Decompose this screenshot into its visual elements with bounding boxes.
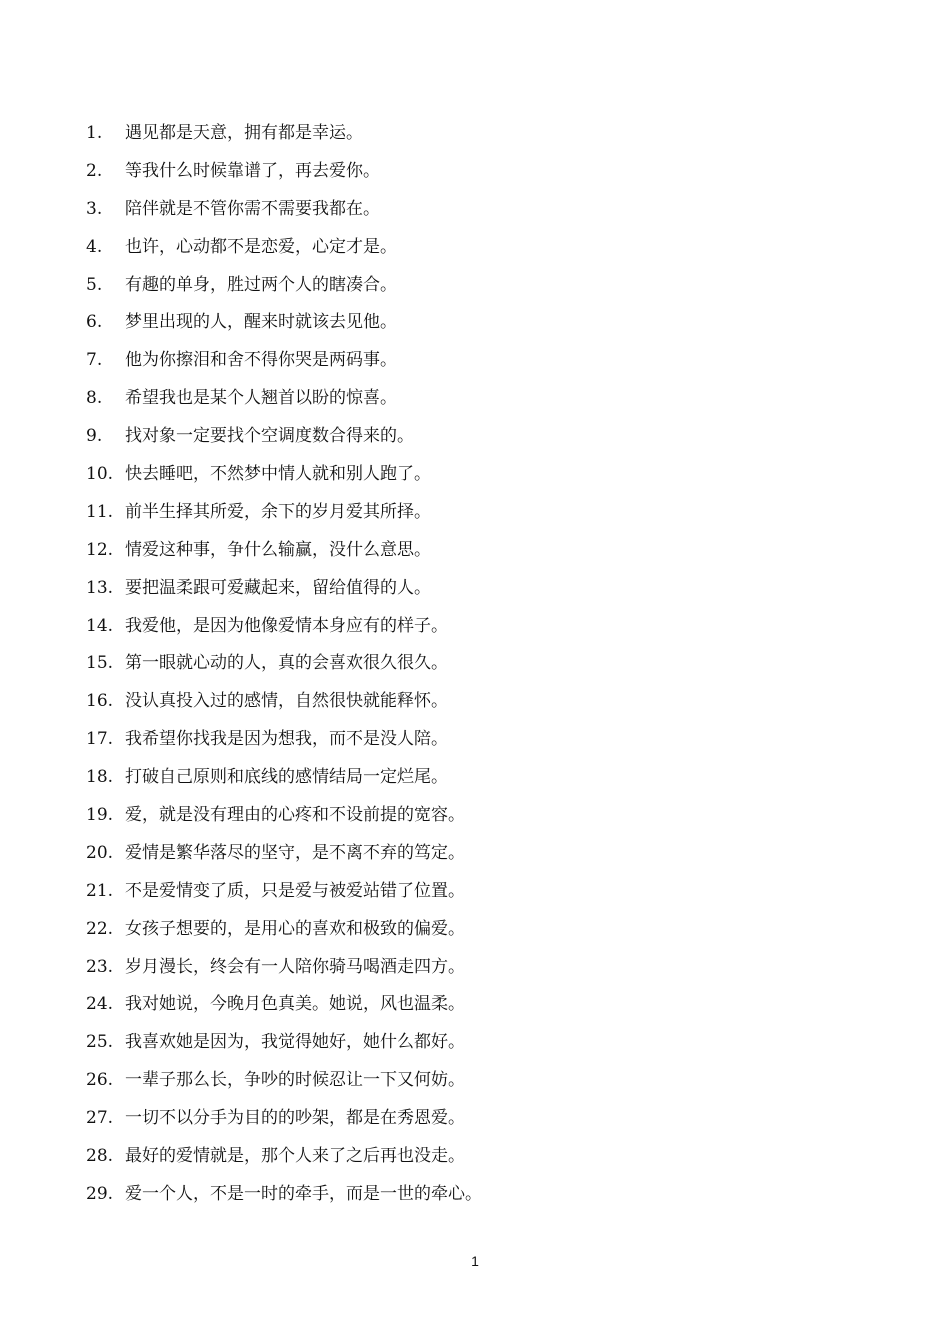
list-item (86, 455, 886, 493)
item-text: 要把温柔跟可爱藏起来，留给值得的人。 (125, 577, 431, 598)
item-number: 11. (86, 501, 114, 522)
item-text: 也许，心动都不是恋爱，心定才是。 (125, 236, 397, 257)
item-number: 26. (86, 1070, 114, 1091)
list-item (86, 114, 886, 152)
list-item (86, 531, 886, 569)
item-text: 没认真投入过的感情，自然很快就能释怀。 (125, 691, 448, 712)
item-number: 25. (86, 1032, 114, 1053)
item-number: 19. (86, 804, 114, 825)
item-number: 6. (86, 312, 103, 333)
item-number: 3. (86, 198, 103, 219)
item-text: 一辈子那么长，争吵的时候忍让一下又何妨。 (125, 1070, 465, 1091)
item-text: 女孩子想要的，是用心的喜欢和极致的偏爱。 (125, 918, 465, 939)
page-number: 1 (471, 1253, 479, 1269)
item-number: 10. (86, 463, 114, 484)
item-number: 23. (86, 956, 114, 977)
list-item (86, 607, 886, 645)
item-text: 情爱这种事，争什么输赢，没什么意思。 (125, 539, 431, 560)
item-text: 我喜欢她是因为，我觉得她好，她什么都好。 (125, 1032, 465, 1053)
list-item (86, 493, 886, 531)
item-number: 15. (86, 653, 114, 674)
item-number: 17. (86, 729, 114, 750)
numbered-list (86, 114, 886, 1213)
item-text: 第一眼就心动的人，真的会喜欢很久很久。 (125, 653, 448, 674)
item-text: 希望我也是某个人翘首以盼的惊喜。 (125, 388, 397, 409)
item-number: 24. (86, 994, 114, 1015)
item-text: 我爱他，是因为他像爱情本身应有的样子。 (125, 615, 448, 636)
list-item (86, 796, 886, 834)
item-number: 1. (86, 122, 103, 143)
item-number: 18. (86, 767, 114, 788)
list-item (86, 834, 886, 872)
item-number: 13. (86, 577, 114, 598)
item-number: 29. (86, 1183, 114, 1204)
list-item (86, 985, 886, 1023)
item-text: 快去睡吧，不然梦中情人就和别人跑了。 (125, 463, 431, 484)
list-item (86, 872, 886, 910)
list-item (86, 758, 886, 796)
item-text: 打破自己原则和底线的感情结局一定烂尾。 (125, 767, 448, 788)
list-item (86, 569, 886, 607)
item-number: 16. (86, 691, 114, 712)
item-number: 14. (86, 615, 114, 636)
list-item (86, 910, 886, 948)
item-text: 遇见都是天意，拥有都是幸运。 (125, 122, 363, 143)
item-number: 21. (86, 880, 114, 901)
item-number: 20. (86, 842, 114, 863)
item-text: 前半生择其所爱，余下的岁月爱其所择。 (125, 501, 431, 522)
list-item (86, 341, 886, 379)
item-number: 28. (86, 1145, 114, 1166)
item-text: 爱一个人，不是一时的牵手，而是一世的牵心。 (125, 1183, 482, 1204)
item-number: 4. (86, 236, 103, 257)
item-number: 12. (86, 539, 114, 560)
item-text: 爱情是繁华落尽的坚守，是不离不弃的笃定。 (125, 842, 465, 863)
item-text: 最好的爱情就是，那个人来了之后再也没走。 (125, 1145, 465, 1166)
list-item (86, 1175, 886, 1213)
item-number: 27. (86, 1108, 114, 1129)
list-item (86, 682, 886, 720)
list-item (86, 303, 886, 341)
item-text: 有趣的单身，胜过两个人的瞎凑合。 (125, 274, 397, 295)
list-item (86, 266, 886, 304)
list-item (86, 190, 886, 228)
list-item (86, 720, 886, 758)
item-text: 爱，就是没有理由的心疼和不设前提的宽容。 (125, 804, 465, 825)
list-item (86, 1137, 886, 1175)
item-number: 22. (86, 918, 114, 939)
item-number: 7. (86, 350, 103, 371)
item-text: 我希望你找我是因为想我，而不是没人陪。 (125, 729, 448, 750)
item-number: 5. (86, 274, 103, 295)
item-text: 等我什么时候靠谱了，再去爱你。 (125, 160, 380, 181)
item-number: 9. (86, 426, 103, 447)
item-number: 8. (86, 388, 103, 409)
item-text: 不是爱情变了质，只是爱与被爱站错了位置。 (125, 880, 465, 901)
list-item (86, 644, 886, 682)
item-text: 陪伴就是不管你需不需要我都在。 (125, 198, 380, 219)
list-item (86, 1061, 886, 1099)
item-text: 岁月漫长，终会有一人陪你骑马喝酒走四方。 (125, 956, 465, 977)
item-text: 梦里出现的人，醒来时就该去见他。 (125, 312, 397, 333)
item-text: 他为你擦泪和舍不得你哭是两码事。 (125, 350, 397, 371)
list-item (86, 379, 886, 417)
list-item (86, 152, 886, 190)
list-item (86, 1023, 886, 1061)
list-item (86, 948, 886, 986)
list-item (86, 228, 886, 266)
item-text: 找对象一定要找个空调度数合得来的。 (125, 426, 414, 447)
item-text: 一切不以分手为目的的吵架，都是在秀恩爱。 (125, 1108, 465, 1129)
item-text: 我对她说，今晚月色真美。她说，风也温柔。 (125, 994, 465, 1015)
item-number: 2. (86, 160, 103, 181)
list-item (86, 417, 886, 455)
list-item (86, 1099, 886, 1137)
